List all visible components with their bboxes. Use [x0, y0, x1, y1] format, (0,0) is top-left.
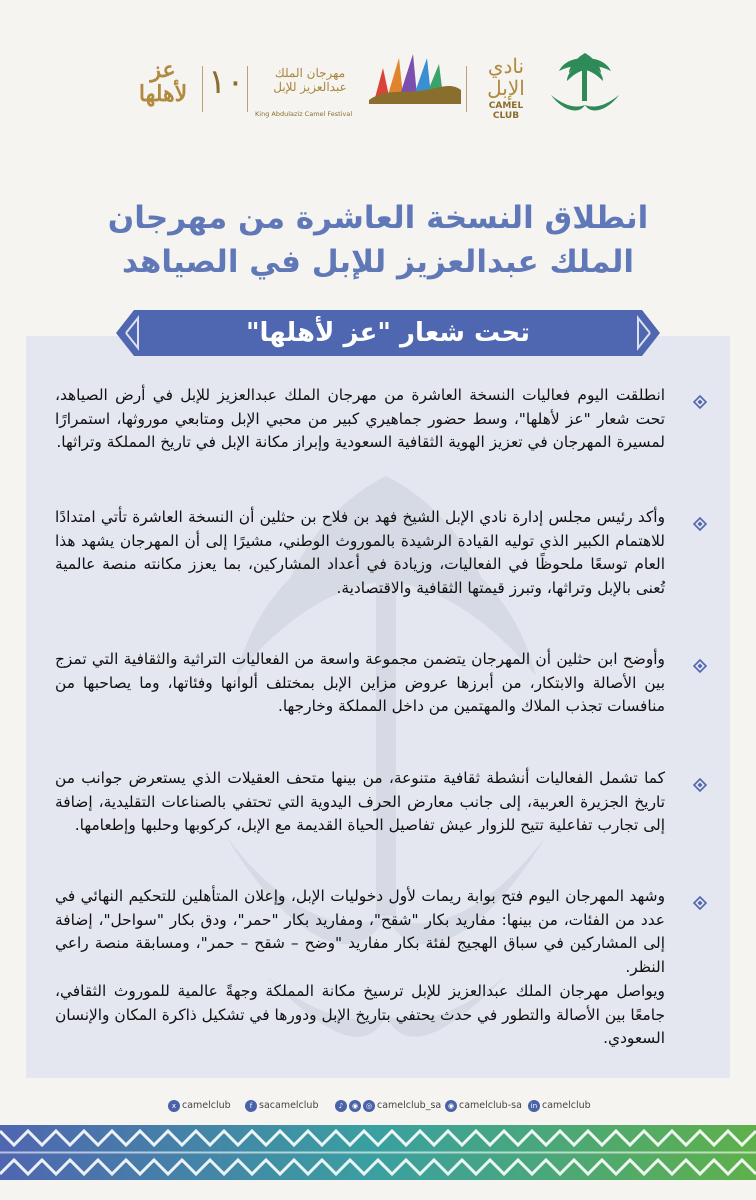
subtitle-banner	[116, 310, 660, 356]
diamond-bullet-icon	[693, 395, 707, 409]
diamond-bullet-icon	[693, 896, 707, 910]
social-link-x[interactable]: x camelclub	[168, 1096, 231, 1116]
x-icon: x	[168, 1100, 180, 1112]
divider	[202, 66, 203, 112]
camel-club-logo	[476, 55, 536, 121]
paragraph-4: كما تشمل الفعاليات أنشطة ثقافية متنوعة، من بينها متحف العقيلات الذي يستعرض جوانب من تاريخ الجزيرة العربية، إلى جانب معارض الحرف اليدوية التي تحتفي بالصناعات التقليدية، إضافة إلى تجارب تفاعلية تتيح للزوار عيش تفاصيل الحياة القديمة مع الإبل، كركوبها وحلبها وإطعامها.	[55, 769, 665, 834]
snapchat-icon: ◉	[445, 1100, 457, 1112]
club-name-en: CAMEL CLUB	[488, 101, 524, 121]
snapchat-small-icon: ◉	[349, 1100, 361, 1112]
divider	[466, 66, 467, 112]
header	[0, 0, 756, 140]
social-links	[160, 1096, 600, 1116]
social-link-facebook[interactable]: f sacamelclub	[245, 1096, 318, 1116]
linkedin-icon: in	[528, 1100, 540, 1112]
banner-text: تحت شعار "عز لأهلها"	[245, 318, 531, 348]
paragraph-1: انطلقت اليوم فعاليات النسخة العاشرة من مهرجان الملك عبدالعزيز للإبل في أرض الصياهد، تحت شعار "عز لأهلها"، وسط حضور جماهيري كبير من محبي الإبل ومتابعي موروثها، استمرارًا لمسيرة المهرجان في تعزيز الهوية الثقافية السعودية وإبراز مكانة الإبل في تاريخ المملكة وتراثها.	[55, 386, 665, 451]
diamond-bullet-icon	[693, 659, 707, 673]
diamond-bullet-icon	[693, 778, 707, 792]
paragraph-6: ويواصل مهرجان الملك عبدالعزيز للإبل ترسيخ مكانة المملكة وجهةً عالمية للموروث الثقافي، جامعًا بين الأصالة والتطور في حدث يحتفي بتاريخ الإبل ودورها في تشكيل ذاكرة المكان والإنسان السعودي.	[55, 982, 665, 1047]
sadu-pattern-footer	[0, 1125, 756, 1180]
festival-name-ar: مهرجان الملك عبدالعزيز للإبل	[273, 66, 347, 94]
social-link-tiktok-snap-instagram[interactable]: ♪ ◉ ◎ camelclub_sa	[335, 1096, 441, 1116]
instagram-icon: ◎	[363, 1100, 375, 1112]
slogan-logo: عز لأهلها	[138, 57, 188, 107]
festival-name-en: King Abdulaziz Camel Festival	[255, 110, 353, 118]
diamond-bullet-icon	[693, 517, 707, 531]
social-link-linkedin[interactable]: in camelclub	[528, 1096, 591, 1116]
paragraph-2: وأكد رئيس مجلس إدارة نادي الإبل الشيخ فهد بن فلاح بن حثلين أن النسخة العاشرة تأتي امتدادًا للاهتمام الكبير الذي توليه القيادة الرشيدة بالموروث الوطني، مشيرًا إلى أن المهرجان يشهد هذا العام توسعًا ملحوظًا في الفعاليات، وزيادة في أعداد المشاركين، بما يعزز مكانته منصة عالمية تُعنى بالإبل وتراثها، وتبرز قيمتها الثقافية والاقتصادية.	[55, 508, 665, 597]
festival-logo	[255, 48, 465, 118]
page-title	[40, 196, 716, 284]
facebook-icon: f	[245, 1100, 257, 1112]
edition-number: ١٠	[208, 62, 245, 102]
divider	[247, 66, 248, 112]
club-name-ar: نادي الإبل	[487, 54, 525, 100]
tiktok-icon: ♪	[335, 1100, 347, 1112]
social-link-snapchat[interactable]: ◉ camelclub-sa	[445, 1096, 522, 1116]
title-line-1: انطلاق النسخة العاشرة من مهرجان	[107, 200, 649, 236]
paragraph-3: وأوضح ابن حثلين أن المهرجان يتضمن مجموعة واسعة من الفعاليات التراثية والثقافية التي تمزج بين الأصالة والابتكار، من أبرزها عروض مزاين الإبل بمختلف ألوانها وفئاتها، وما يصاحبها من منافسات تجذب الملاك والمهتمين من داخل المملكة وخارجها.	[55, 650, 665, 715]
title-line-2: الملك عبدالعزيز للإبل في الصياهد	[121, 244, 635, 280]
paragraph-5: وشهد المهرجان اليوم فتح بوابة ريمات لأول دخوليات الإبل، وإعلان المتأهلين للتحكيم النهائي في عدد من الفئات، من بينها: مفاريد بكار "شقح"، ومفاريد بكار "حمر"، ودق بكار "سواحل"، إضافة إلى المشاركين في سباق الهجيج لفئة بكار مفاريد "وضح – شقح – حمر"، ومسابقة منصة راعي النظر.	[55, 887, 665, 976]
camel-caravan-icon	[365, 48, 465, 108]
palm-swords-emblem-icon	[545, 45, 625, 125]
